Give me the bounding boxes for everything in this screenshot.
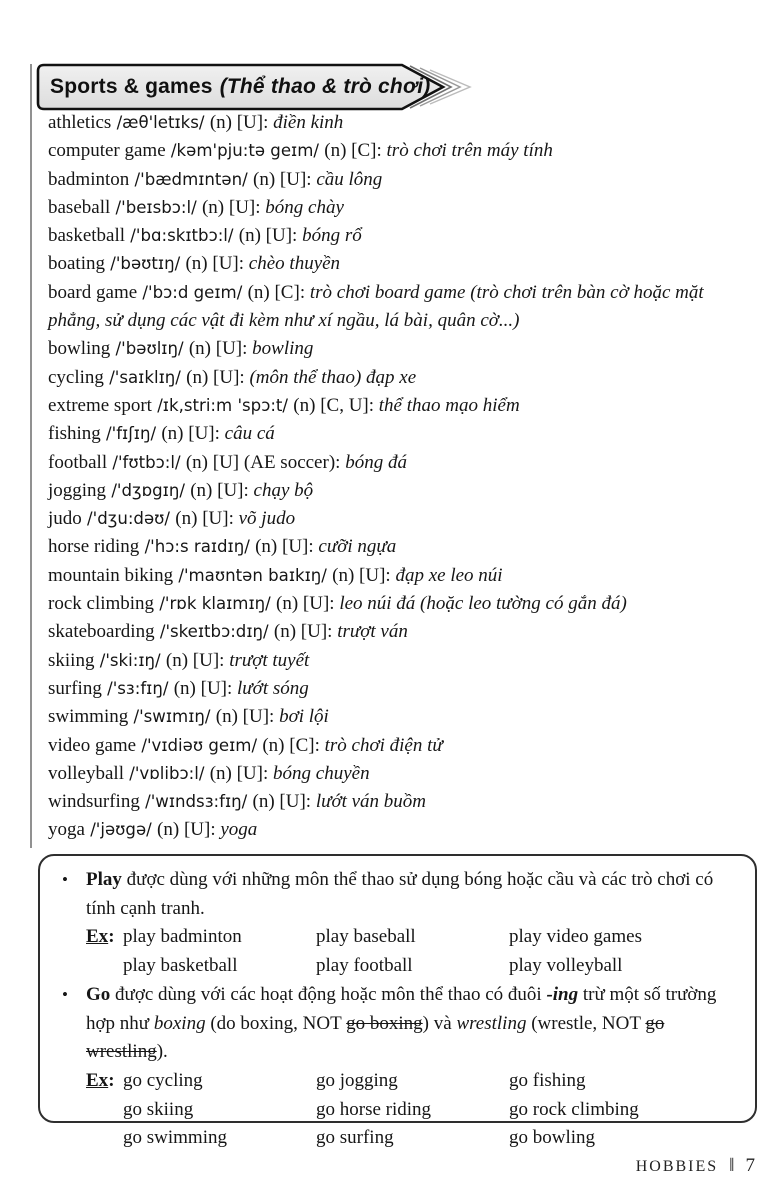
vocab-entry	[48, 194, 760, 222]
vocab-colon: :	[238, 253, 245, 275]
vocab-colon: :	[335, 451, 341, 473]
vocab-word: boating	[48, 253, 105, 275]
vocab-colon: :	[219, 649, 225, 671]
example-block	[86, 923, 731, 980]
vocab-pos: (n) [U]	[173, 677, 227, 699]
vocab-entry	[48, 335, 760, 363]
example-colon: :	[108, 926, 115, 948]
vocab-pos: (n) [C, U]	[293, 394, 369, 416]
vocab-word: horse riding	[48, 536, 140, 558]
vocab-entry	[48, 137, 760, 165]
example-block	[86, 1067, 731, 1153]
vocab-colon: :	[308, 536, 314, 558]
vocab-word: computer game	[48, 140, 166, 162]
note-text-segment: boxing	[153, 1012, 206, 1034]
footer-section-label: HOBBIES	[635, 1158, 719, 1175]
vocab-ipa: /'beɪsbɔ:l/	[110, 197, 202, 217]
vocab-entry	[48, 364, 760, 392]
example-item: play volleyball	[509, 955, 623, 977]
vocab-ipa: /æθ'letɪks/	[111, 113, 210, 132]
vocab-ipa: /'dʒu:dəʊ/	[81, 509, 176, 529]
vocab-ipa: /'wɪndsɜ:fɪŋ/	[139, 792, 253, 812]
footer-page-number: 7	[745, 1155, 755, 1176]
vocab-pos: (n) [U]	[252, 791, 306, 813]
vocab-pos: (n) [U]	[238, 225, 293, 247]
note-text-segment: go wrestling	[86, 1012, 665, 1063]
vocab-word: mountain biking	[48, 564, 174, 586]
example-item: go surfing	[316, 1127, 394, 1149]
vocab-meaning: trò chơi trên máy tính	[386, 140, 553, 162]
vocab-word: jogging	[48, 479, 107, 501]
vocab-meaning: điền kinh	[273, 112, 344, 133]
example-item: go fishing	[509, 1069, 586, 1091]
vocab-meaning: chạy bộ	[253, 479, 314, 501]
vocab-ipa: /'bəʊlɪŋ/	[110, 339, 189, 359]
vocab-meaning: lướt ván buồm	[315, 791, 427, 813]
footer-separator: ‖	[729, 1155, 735, 1176]
vocab-word: basketball	[48, 225, 126, 247]
vocab-entry	[48, 109, 760, 137]
vocab-entry	[48, 647, 760, 675]
vocab-word: surfing	[48, 677, 102, 699]
vocab-entry	[48, 392, 760, 420]
vocab-meaning: thể thao mạo hiểm	[378, 394, 520, 416]
vocab-word: fishing	[48, 423, 101, 445]
page-footer	[636, 1155, 755, 1177]
vocab-pos: (n) [U]	[190, 479, 244, 501]
vocab-meaning: trượt tuyết	[229, 649, 310, 671]
section-header-banner	[34, 62, 484, 112]
example-label-text: Ex	[86, 926, 109, 948]
vocab-entry	[48, 590, 760, 618]
vocab-word: volleyball	[48, 762, 124, 784]
vocab-ipa: /'saɪklɪŋ/	[103, 367, 187, 387]
vocab-colon: :	[242, 338, 248, 360]
note-text-segment: ) và	[422, 1012, 457, 1034]
vocab-word: extreme sport	[48, 394, 152, 416]
example-label	[86, 1067, 123, 1153]
note-text-segment: trừ một số trường hợp như	[86, 983, 717, 1034]
vocab-entry	[48, 675, 760, 703]
example-item: go horse riding	[316, 1098, 432, 1120]
vocab-ipa: /'hɔ:s raɪdɪŋ/	[139, 537, 256, 557]
example-grid	[123, 1067, 731, 1153]
vocab-colon: :	[376, 140, 382, 162]
vocab-entry	[48, 816, 760, 844]
example-item: play baseball	[316, 926, 416, 948]
note-text-segment: ).	[156, 1041, 168, 1063]
usage-notes-box	[38, 854, 757, 1149]
vocab-colon: :	[385, 564, 391, 586]
vocab-pos: (n) [U]	[253, 168, 307, 190]
vocab-colon: :	[314, 734, 320, 756]
vocab-meaning: (môn thể thao) đạp xe	[249, 366, 417, 388]
vocab-ipa: /'fʊtbɔ:l/	[107, 452, 186, 472]
vocab-pos: (n) [U]	[201, 196, 256, 218]
vocab-entry	[48, 279, 760, 336]
vocab-meaning: đạp xe leo núi	[395, 564, 503, 586]
vocab-word: board game	[48, 281, 138, 303]
vocab-entry	[48, 449, 760, 477]
example-item: go rock climbing	[509, 1098, 639, 1120]
vocab-word: skiing	[48, 649, 95, 671]
vocab-entry	[48, 562, 760, 590]
vocab-colon: :	[263, 112, 269, 133]
note-item	[62, 981, 731, 1153]
vocab-ipa: /'vɒlibɔ:l/	[123, 763, 210, 783]
vocab-colon: :	[269, 706, 275, 728]
vocab-pos: (n) [U]	[161, 423, 215, 445]
vocab-ipa: /'bɑ:skɪtbɔ:l/	[125, 226, 239, 246]
vocab-entry	[48, 250, 760, 278]
note-text-segment: Play	[86, 869, 122, 890]
vocab-meaning: bóng đá	[345, 451, 407, 473]
example-label	[86, 923, 123, 980]
bullet-icon: •	[62, 984, 68, 1004]
note-text	[86, 866, 731, 923]
vocab-meaning: bóng chuyền	[273, 762, 370, 784]
note-text	[86, 981, 731, 1067]
section-title	[50, 62, 430, 112]
vocab-entry	[48, 533, 760, 561]
vocab-meaning: bóng chày	[265, 196, 344, 218]
note-text-segment: -ing	[546, 983, 579, 1005]
vocab-entry	[48, 222, 760, 250]
vocab-meaning: bowling	[252, 338, 314, 360]
vocab-colon: :	[239, 366, 245, 388]
vocab-meaning: bóng rổ	[302, 225, 362, 247]
note-text-segment: được dùng với những môn thể thao sử dụng bóng hoặc cầu và các trò chơi có tính cạnh tranh.	[86, 869, 714, 919]
vocab-pos: (n) [U]	[185, 451, 240, 473]
vocab-word: badminton	[48, 168, 130, 190]
vocab-meaning: trò chơi board game (trò chơi trên bàn cờ hoặc mặt phẳng, sử dụng các vật đi kèm như xí ngầu, lá bài, quân cờ...)	[48, 281, 704, 332]
vocab-pos: (n) [U]	[276, 593, 330, 615]
vocab-ipa: /'bəʊtɪŋ/	[105, 254, 186, 274]
vocab-pos: (n) [U]	[175, 508, 229, 530]
vocab-word: baseball	[48, 196, 111, 218]
vocab-meaning: trượt ván	[337, 621, 408, 643]
vocab-ipa: /'bædmɪntən/	[129, 169, 254, 189]
section-title-vi: (Thể thao & trò chơi)	[219, 75, 431, 98]
example-item: go bowling	[509, 1127, 596, 1149]
vocab-entry	[48, 788, 760, 816]
vocab-colon: :	[327, 621, 333, 643]
vocab-word: athletics	[48, 112, 112, 133]
vocab-meaning: câu cá	[224, 423, 275, 445]
vocab-word: swimming	[48, 706, 129, 728]
vocab-word: yoga	[48, 819, 85, 841]
example-item: play badminton	[123, 926, 242, 948]
note-content	[86, 981, 731, 1153]
vocab-ipa: /kəm'pju:tə geɪm/	[165, 141, 325, 161]
page-edge-line	[30, 64, 32, 848]
vocab-ipa: /'dʒɒgɪŋ/	[106, 480, 191, 500]
example-item: play football	[316, 955, 413, 977]
vocab-pos: (n) [U]	[186, 366, 240, 388]
example-item: play basketball	[123, 955, 238, 977]
vocab-colon: :	[368, 394, 375, 416]
vocab-colon: :	[262, 762, 269, 784]
vocab-ipa: /'vɪdiəʊ geɪm/	[136, 735, 263, 755]
vocab-word: judo	[48, 508, 82, 530]
vocab-meaning: cầu lông	[316, 168, 383, 190]
example-item: go skiing	[123, 1098, 194, 1120]
vocab-ipa: /'rɒk klaɪmɪŋ/	[154, 594, 276, 614]
note-text-segment: go boxing	[346, 1012, 423, 1034]
vocab-pos: (n) [U]	[273, 621, 328, 643]
bullet-icon: •	[62, 870, 68, 889]
vocab-colon: :	[292, 225, 298, 247]
vocab-entry	[48, 732, 760, 760]
vocab-pos: (n) [U]	[185, 253, 239, 275]
vocab-ipa: /'maʊntən baɪkɪŋ/	[173, 565, 333, 585]
note-text-segment: Go	[86, 983, 111, 1005]
vocab-colon: :	[227, 677, 233, 699]
vocab-colon: :	[243, 479, 249, 501]
vocab-colon: :	[299, 281, 306, 303]
vocab-pos: (n) [U]	[255, 536, 309, 558]
vocab-ipa: /'jəʊgə/	[84, 820, 158, 840]
vocab-meaning: cưỡi ngựa	[318, 536, 397, 558]
vocab-pos: (n) [U]	[332, 564, 386, 586]
note-text-segment: được dùng với các hoạt động hoặc môn thể thao có đuôi	[110, 983, 547, 1005]
vocab-pos: (n) [U]	[165, 649, 220, 671]
vocab-pos: (n) [U]	[209, 762, 263, 784]
vocab-ipa: /'skeɪtbɔ:dɪŋ/	[154, 622, 274, 642]
vocab-pos: (n) [C]	[324, 140, 377, 162]
vocab-word: cycling	[48, 366, 104, 388]
vocab-ipa: /'swɪmɪŋ/	[128, 707, 216, 727]
vocab-entry	[48, 420, 760, 448]
section-title-en: Sports & games	[50, 75, 213, 98]
vocab-entry	[48, 760, 760, 788]
vocab-ipa: /'bɔ:d geɪm/	[137, 282, 248, 302]
vocab-entry	[48, 703, 760, 731]
note-content	[86, 866, 731, 981]
vocab-meaning: trò chơi điện tử	[324, 734, 443, 756]
vocab-word: windsurfing	[48, 791, 140, 813]
note-text-segment: (wrestle, NOT	[526, 1012, 646, 1034]
example-item: go cycling	[123, 1069, 203, 1091]
vocab-word: bowling	[48, 338, 111, 360]
vocab-pos: (n) [U]	[215, 706, 270, 728]
vocab-colon: :	[228, 508, 234, 530]
vocab-word: rock climbing	[48, 593, 155, 615]
vocab-list	[48, 109, 760, 845]
vocab-colon: :	[210, 819, 216, 841]
vocab-meaning: bơi lội	[279, 706, 329, 728]
vocab-meaning: yoga	[220, 819, 258, 841]
vocab-pos: (n) [C]	[247, 281, 300, 303]
vocab-pos-note: (AE soccer)	[239, 451, 336, 473]
vocab-meaning: leo núi đá (hoặc leo tường có gắn đá)	[339, 593, 627, 615]
vocab-entry	[48, 477, 760, 505]
vocab-entry	[48, 505, 760, 533]
note-item	[62, 866, 731, 981]
vocab-meaning: lướt sóng	[237, 677, 309, 699]
vocab-ipa: /ɪk,stri:m 'spɔ:t/	[151, 395, 294, 415]
vocab-colon: :	[214, 423, 220, 445]
notes-list	[62, 866, 731, 1153]
example-grid	[123, 923, 731, 980]
vocab-ipa: /'sɜ:fɪŋ/	[101, 678, 174, 698]
vocab-pos: (n) [U]	[157, 819, 211, 841]
vocab-word: skateboarding	[48, 621, 155, 643]
vocab-entry	[48, 166, 760, 194]
vocab-word: video game	[48, 734, 137, 756]
vocab-ipa: /'fɪʃɪŋ/	[100, 424, 162, 444]
vocab-ipa: /'ski:ɪŋ/	[94, 650, 166, 670]
note-text-segment: (do boxing, NOT	[205, 1012, 347, 1034]
note-text-segment: wrestling	[456, 1012, 527, 1034]
vocab-pos: (n) [C]	[262, 734, 315, 756]
example-item: go jogging	[316, 1069, 398, 1091]
example-item: play video games	[509, 926, 642, 948]
example-item: go swimming	[123, 1127, 227, 1149]
vocab-pos: (n) [U]	[209, 112, 264, 133]
vocab-colon: :	[329, 593, 335, 615]
vocab-meaning: chèo thuyền	[248, 253, 341, 275]
vocab-colon: :	[306, 168, 312, 190]
vocab-entry	[48, 618, 760, 646]
example-colon: :	[108, 1069, 115, 1091]
vocab-word: football	[48, 451, 108, 473]
vocab-colon: :	[305, 791, 312, 813]
vocab-pos: (n) [U]	[188, 338, 243, 360]
example-label-text: Ex	[86, 1069, 109, 1091]
vocab-colon: :	[255, 196, 261, 218]
vocab-meaning: võ judo	[238, 508, 296, 530]
